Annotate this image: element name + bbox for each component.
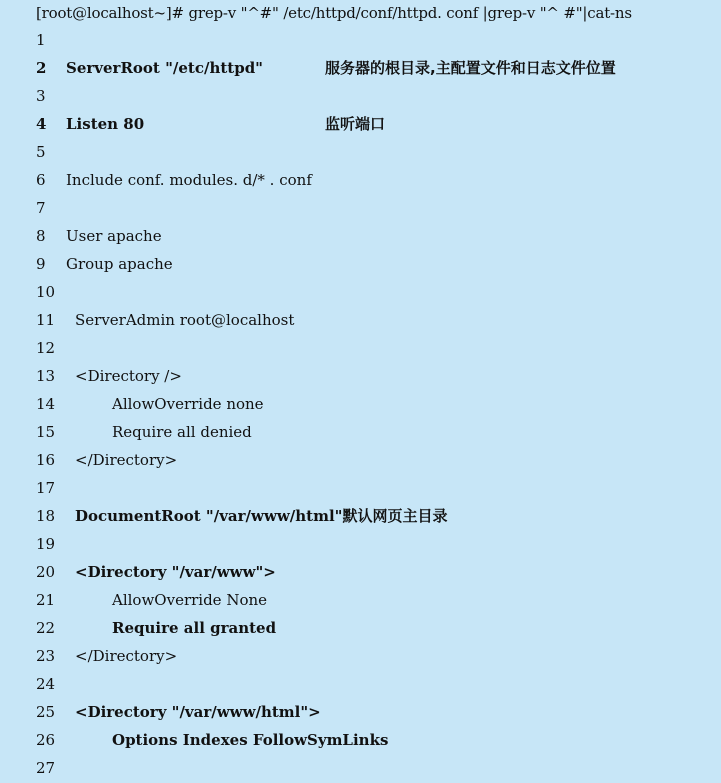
line-number: 24 [36, 675, 56, 693]
output-line [0, 670, 721, 698]
output-line [0, 390, 721, 418]
line-number: 14 [36, 395, 56, 413]
line-code: </Directory> [75, 647, 178, 665]
line-number: 13 [36, 367, 56, 385]
line-number: 6 [36, 171, 46, 189]
line-code-with-comment [75, 502, 448, 530]
line-number: 17 [36, 479, 56, 497]
line-code: </Directory> [75, 451, 178, 469]
line-number: 27 [36, 759, 56, 777]
line-number: 11 [36, 311, 56, 329]
line-code: <Directory "/var/www"> [75, 563, 276, 581]
line-code: <Directory /> [75, 367, 182, 385]
line-code: User apache [66, 227, 162, 245]
line-number: 21 [36, 591, 56, 609]
line-number: 9 [36, 255, 46, 273]
line-code: AllowOverride none [112, 395, 264, 413]
output-line [0, 166, 721, 194]
output-line [0, 474, 721, 502]
output-line [0, 362, 721, 390]
output-line [0, 334, 721, 362]
output-line [0, 250, 721, 278]
output-line [0, 586, 721, 614]
output-line [0, 306, 721, 334]
line-comment: 服务器的根目录,主配置文件和日志文件位置 [325, 59, 616, 77]
line-code: Group apache [66, 255, 173, 273]
line-number: 1 [36, 31, 46, 49]
line-number: 23 [36, 647, 56, 665]
command-line: [root@localhost~]# grep-v "^#" /etc/httpd/conf/httpd. conf |grep-v "^ #"|cat-ns [36, 4, 632, 22]
line-number: 26 [36, 731, 56, 749]
line-number: 10 [36, 283, 56, 301]
line-number: 16 [36, 451, 56, 469]
line-number: 4 [36, 115, 47, 133]
line-code: Include conf. modules. d/* . conf [66, 171, 312, 189]
line-code: ServerAdmin root@localhost [75, 311, 295, 329]
output-line [0, 418, 721, 446]
output-line [0, 698, 721, 726]
line-number: 3 [36, 87, 46, 105]
output-line [0, 754, 721, 782]
line-number: 19 [36, 535, 56, 553]
output-line [0, 222, 721, 250]
line-number: 7 [36, 199, 46, 217]
line-code: Require all denied [112, 423, 252, 441]
line-number: 15 [36, 423, 56, 441]
output-line [0, 726, 721, 754]
output-line [0, 26, 721, 54]
line-comment: 监听端口 [325, 115, 386, 133]
line-number: 20 [36, 563, 56, 581]
output-line [0, 530, 721, 558]
line-number: 18 [36, 507, 56, 525]
output-line [0, 54, 721, 82]
line-number: 2 [36, 59, 47, 77]
output-line [0, 82, 721, 110]
output-line [0, 110, 721, 138]
line-number: 22 [36, 619, 56, 637]
line-number: 8 [36, 227, 46, 245]
line-code: AllowOverride None [112, 591, 268, 609]
line-comment: 默认网页主目录 [342, 507, 448, 525]
line-number: 5 [36, 143, 46, 161]
line-number: 25 [36, 703, 56, 721]
line-code: DocumentRoot "/var/www/html" [75, 507, 343, 525]
line-code: ServerRoot "/etc/httpd" [66, 59, 263, 77]
output-line [0, 278, 721, 306]
output-line [0, 138, 721, 166]
output-line [0, 614, 721, 642]
line-code: <Directory "/var/www/html"> [75, 703, 321, 721]
line-number: 12 [36, 339, 56, 357]
output-line [0, 502, 721, 530]
line-code: Require all granted [112, 619, 277, 637]
output-line [0, 194, 721, 222]
output-line [0, 558, 721, 586]
line-code: Listen 80 [66, 115, 145, 133]
line-code: Options Indexes FollowSymLinks [112, 731, 389, 749]
output-line [0, 446, 721, 474]
output-line [0, 642, 721, 670]
